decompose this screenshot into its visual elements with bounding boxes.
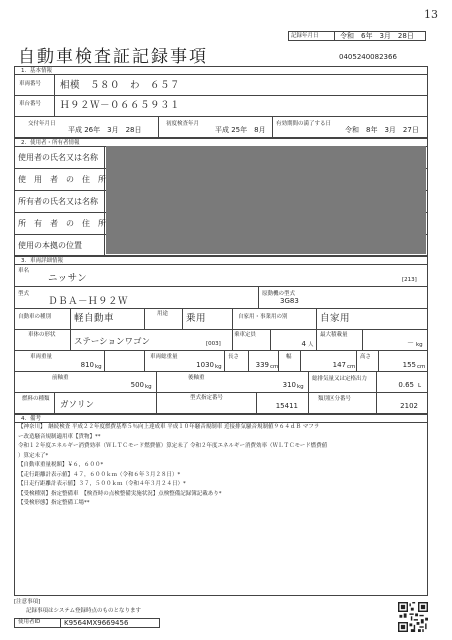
- issue-label: 交付年月日: [28, 121, 56, 127]
- redaction-block: [106, 146, 426, 254]
- displacement-unit: L: [418, 383, 422, 389]
- remark-line: 【受検種別】指定整備車 【検査時の点検整備実施状況】点検整備記録簿記載あり*: [18, 490, 222, 497]
- notice-heading: [注意事項]: [14, 599, 41, 605]
- user-id-value: K9564MX9669456: [64, 619, 129, 627]
- vehicle-type-value: 軽自動車: [74, 313, 115, 324]
- chassis-value: Ｈ９２Ｗ－０６６５９３１: [60, 100, 181, 111]
- remark-line: 【日走行距離計表示値】３７，５００ｋｍ（令和４年３月２４日）*: [18, 481, 186, 487]
- private-use-label: 自家用・事業用の別: [238, 314, 288, 320]
- issue-value: 平成 26年 3月 28日: [68, 126, 142, 134]
- capacity-unit: 人: [308, 342, 314, 348]
- max-load-unit: kg: [416, 342, 423, 348]
- capacity-value: 4: [301, 340, 306, 348]
- capacity-label: 乗車定員: [234, 332, 257, 338]
- remark-line: 【受検形態】指定整備工場**: [18, 500, 90, 506]
- length-unit: cm: [270, 364, 279, 370]
- displacement-label: 総排気量又は定格出力: [312, 376, 368, 382]
- length-value: 339: [255, 361, 269, 369]
- user-name-label: 使用者の氏名又は名称: [18, 153, 98, 162]
- height-label: 高さ: [360, 354, 372, 360]
- base-location-label: 使用の本拠の位置: [18, 241, 82, 250]
- engine-value: 3G83: [280, 297, 299, 305]
- gross-weight-label: 車両総重量: [150, 354, 178, 360]
- chassis-label: 車台番号: [19, 101, 42, 107]
- fuel-value: ガソリン: [60, 400, 95, 410]
- remark-line: 【自動車重量税額】￥６，６００*: [18, 462, 104, 468]
- owner-address-label: 所 有 者 の 住 所: [18, 219, 106, 228]
- max-load-value: －: [407, 339, 414, 347]
- use-label: 用途: [157, 311, 169, 317]
- section-basic-header: 1．基本情報: [14, 66, 428, 74]
- private-use-value: 自家用: [320, 313, 351, 324]
- maker-code: [213]: [402, 277, 417, 283]
- first-registration-value: 平成 25年 8月: [215, 126, 266, 134]
- remark-line: 【神奈川】 継続検査 平成２２年度燃費基準５％向上達成車 平成１０年騒音規制車 近接排気騒音規制値９６４ｄＢ マフラ: [18, 424, 320, 430]
- issue-date-label: 記録年月日: [291, 33, 319, 39]
- document-number: 0405240082366: [339, 53, 397, 61]
- category-label: 類別区分番号: [318, 396, 352, 402]
- weight-value: 810: [80, 361, 94, 369]
- height-value: 155: [402, 361, 416, 369]
- rear-axle-value: 310: [282, 381, 296, 389]
- issue-date-value: 令和 6年 3月 28日: [340, 32, 414, 40]
- maker-value: ニッサン: [48, 273, 88, 284]
- type-designation-label: 型式指定番号: [190, 395, 224, 401]
- front-axle-label: 前軸重: [52, 375, 69, 381]
- rear-axle-unit: kg: [297, 384, 304, 390]
- handwritten-number: 13: [424, 8, 438, 21]
- vehicle-type-label: 自動車の種別: [18, 314, 52, 320]
- user-id-label: 使用者ID: [18, 619, 41, 625]
- width-unit: cm: [347, 364, 356, 370]
- owner-name-label: 所有者の氏名又は名称: [18, 197, 98, 206]
- width-value: 147: [332, 361, 346, 369]
- first-registration-label: 初度検査年月: [166, 121, 200, 127]
- remark-line: ー改造騒音規制適用車【貨物】**: [18, 433, 101, 440]
- body-shape-label: 車体の形状: [28, 332, 56, 338]
- body-shape-value: ステーションワゴン: [74, 337, 150, 347]
- type-designation-value: 15411: [275, 402, 298, 410]
- section-users-header: 2．使用者・所有者情報: [14, 138, 428, 146]
- page-title: 自動車検査証記録事項: [18, 47, 208, 67]
- remarks-text: [18, 425, 424, 511]
- gross-weight-unit: kg: [215, 364, 222, 370]
- body-shape-code: [003]: [206, 341, 221, 347]
- front-axle-unit: kg: [145, 384, 152, 390]
- width-label: 幅: [286, 354, 292, 360]
- section-vehicle-header: 3．車両詳細情報: [14, 256, 428, 264]
- remark-line: 令和１２年度エネルギー消費効率（ＷＬＴＣモード燃費値）算定未了 令和２年度エネルギー消費効率（ＷＬＴＣモード燃費値: [18, 443, 328, 449]
- remark-line: 【走行距離計表示値】４７，６００ｋｍ（令和６年３月２８日）*: [18, 471, 181, 478]
- model-label: 型式: [18, 291, 30, 297]
- model-value: ＤＢＡ－Ｈ９２Ｗ: [48, 296, 129, 307]
- user-address-label: 使 用 者 の 住 所: [18, 175, 106, 184]
- expiry-value: 令和 8年 3月 27日: [345, 126, 419, 134]
- weight-unit: kg: [95, 364, 102, 370]
- gross-weight-value: 1030: [196, 361, 214, 369]
- use-value: 乗用: [186, 313, 207, 324]
- weight-label: 車両重量: [30, 354, 53, 360]
- front-axle-value: 500: [130, 381, 144, 389]
- qr-code: [398, 602, 428, 632]
- notice-text: 記録事項はシステム登録時点のものとなります: [26, 608, 141, 614]
- height-unit: cm: [417, 364, 426, 370]
- displacement-value: 0.65: [398, 381, 414, 389]
- rear-axle-label: 後軸重: [188, 375, 205, 381]
- max-load-label: 最大積載量: [320, 332, 348, 338]
- expiry-label: 有効期間の満了する日: [276, 121, 332, 127]
- fuel-label: 燃料の種類: [22, 396, 50, 402]
- length-label: 長さ: [228, 354, 240, 360]
- section-remarks-header: 4．備考: [14, 414, 428, 422]
- maker-label: 車名: [18, 268, 30, 274]
- registration-value: 相模 ５８０ わ ６５７: [60, 80, 181, 91]
- registration-label: 車両番号: [19, 81, 42, 87]
- engine-label: 原動機の型式: [262, 291, 296, 297]
- remark-line: ）算定未了*: [18, 452, 49, 459]
- category-value: 2102: [400, 402, 418, 410]
